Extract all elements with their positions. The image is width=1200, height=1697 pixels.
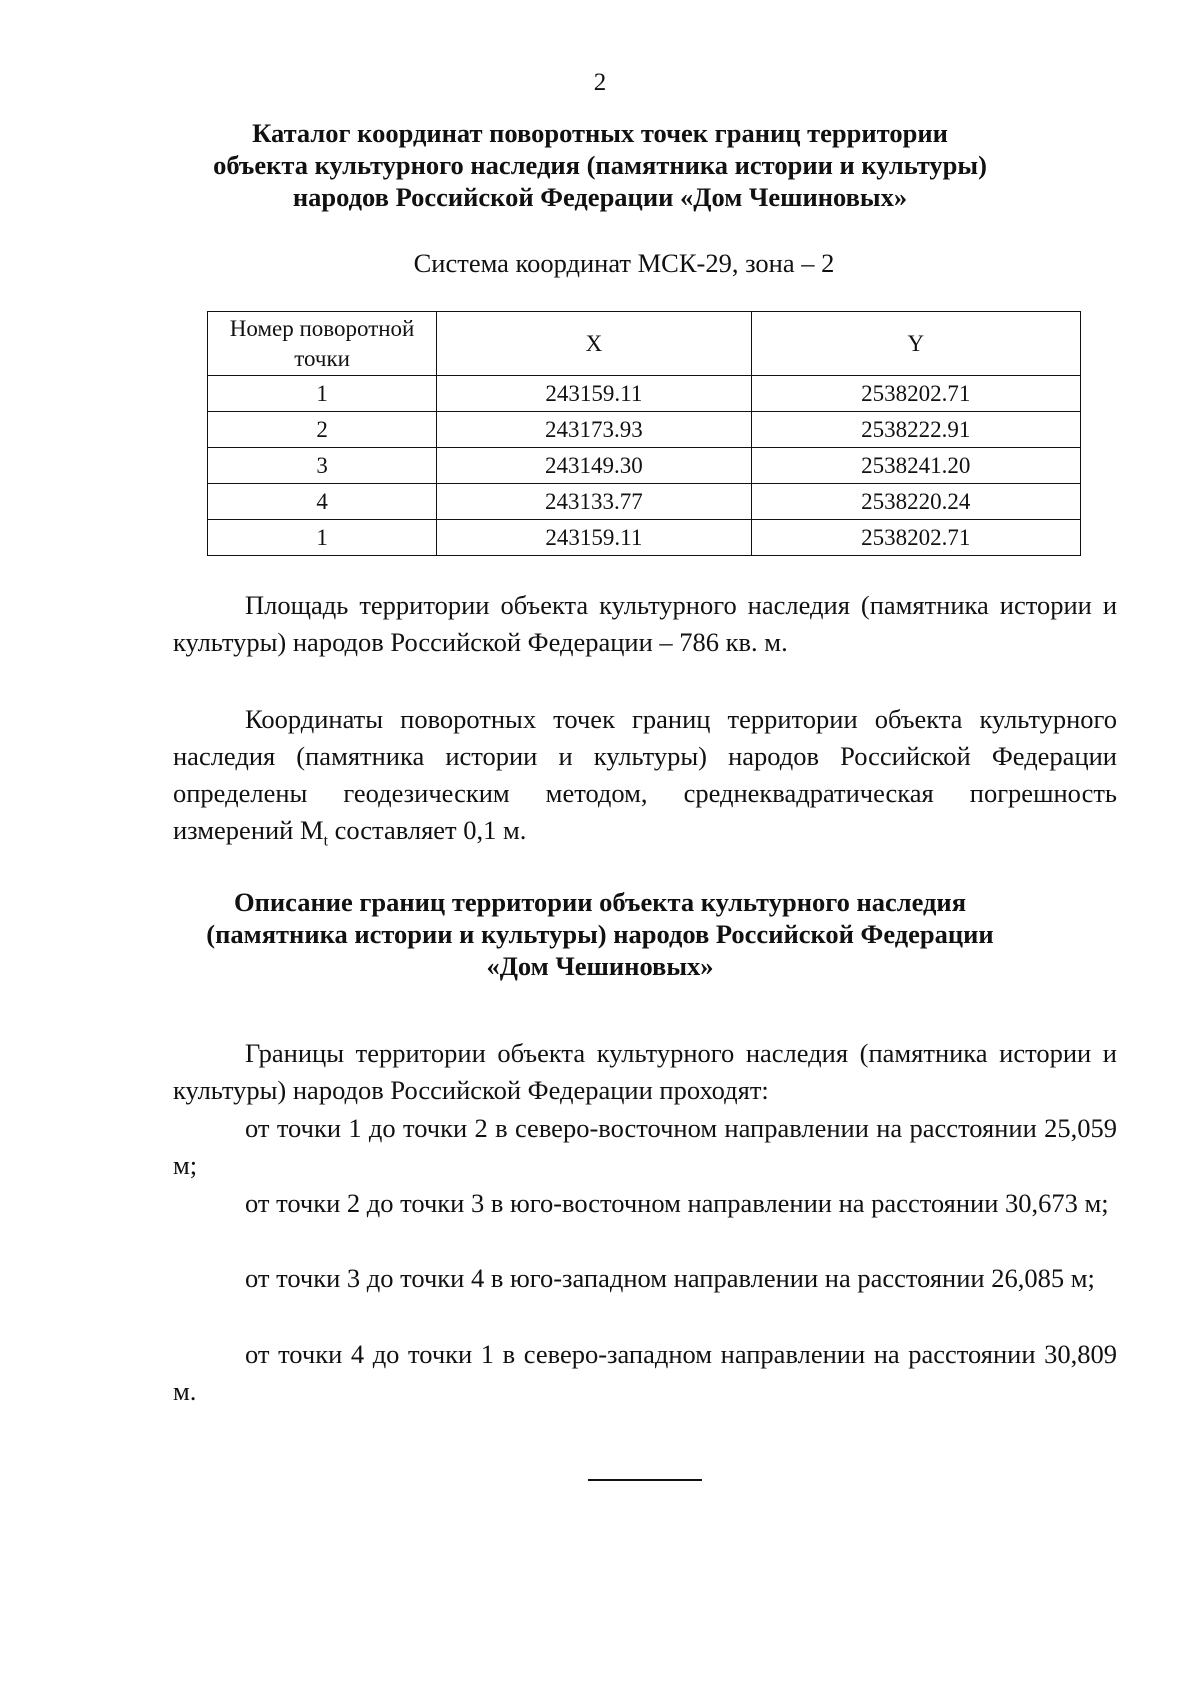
cell-y: 2538222.91 — [751, 412, 1080, 448]
cell-point: 3 — [208, 448, 437, 484]
description-title-line: «Дом Чешиновых» — [486, 951, 714, 981]
cell-y: 2538220.24 — [751, 484, 1080, 520]
cell-y: 2538202.71 — [751, 376, 1080, 412]
catalog-title-line: Каталог координат поворотных точек границ территории — [252, 118, 948, 148]
description-title-line: Описание границ территории объекта культурного наследия — [233, 887, 967, 917]
coordinates-table — [207, 311, 1081, 556]
cell-y: 2538241.20 — [751, 448, 1080, 484]
method-subscript: t — [323, 832, 328, 850]
table-row — [208, 484, 1081, 520]
cell-point: 2 — [208, 412, 437, 448]
cell-x: 243159.11 — [437, 520, 751, 556]
table-row — [208, 376, 1081, 412]
method-text-end: составляет 0,1 м. — [327, 815, 527, 845]
cell-x: 243159.11 — [437, 376, 751, 412]
boundaries-intro: Границы территории объекта культурного наследия (памятника истории и культуры) народов Российской Федерации проходят: — [173, 1038, 1117, 1105]
catalog-title — [130, 117, 1070, 213]
boundary-segment: от точки 3 до точки 4 в юго-западном направлении на расстоянии 26,085 м; — [245, 1263, 1095, 1293]
description-title-line: (памятника истории и культуры) народов Российской Федерации — [206, 919, 994, 949]
page-number: 2 — [593, 69, 607, 96]
cell-point: 4 — [208, 484, 437, 520]
table-row — [208, 448, 1081, 484]
cell-x: 243133.77 — [437, 484, 751, 520]
cell-point: 1 — [208, 520, 437, 556]
header-point-line: точки — [294, 345, 350, 371]
cell-x: 243173.93 — [437, 412, 751, 448]
end-divider — [588, 1479, 702, 1481]
boundary-segment: от точки 1 до точки 2 в северо-восточном направлении на расстоянии 25,059 м; — [173, 1113, 1117, 1180]
boundary-segment: от точки 2 до точки 3 в юго-восточном направлении на расстоянии 30,673 м; — [245, 1188, 1109, 1218]
header-point-number — [208, 312, 437, 376]
header-x: X — [437, 312, 751, 376]
cell-y: 2538202.71 — [751, 520, 1080, 556]
catalog-title-line: объекта культурного наследия (памятника истории и культуры) — [213, 150, 987, 180]
cell-x: 243149.30 — [437, 448, 751, 484]
cell-point: 1 — [208, 376, 437, 412]
area-paragraph: Площадь территории объекта культурного наследия (памятника истории и культуры) народов Российской Федерации – 786 кв. м. — [173, 590, 1117, 657]
table-row — [208, 412, 1081, 448]
header-y: Y — [751, 312, 1080, 376]
catalog-title-line: народов Российской Федерации «Дом Чешиновых» — [292, 182, 908, 212]
coordinate-system-caption: Система координат МСК-29, зона – 2 — [413, 248, 835, 278]
boundary-segment: от точки 4 до точки 1 в северо-западном направлении на расстоянии 30,809 м. — [173, 1339, 1117, 1406]
method-paragraph — [173, 701, 1117, 859]
table-row — [208, 520, 1081, 556]
description-title — [130, 886, 1070, 982]
table-header-row — [208, 312, 1081, 376]
method-text: Координаты поворотных точек границ территории объекта культурного наследия (памятника истории и культуры) народов Российской Федерации определены геодезическим методом, среднеквадратическая погрешность измерений M — [173, 704, 1117, 845]
header-point-line: Номер поворотной — [229, 315, 415, 341]
